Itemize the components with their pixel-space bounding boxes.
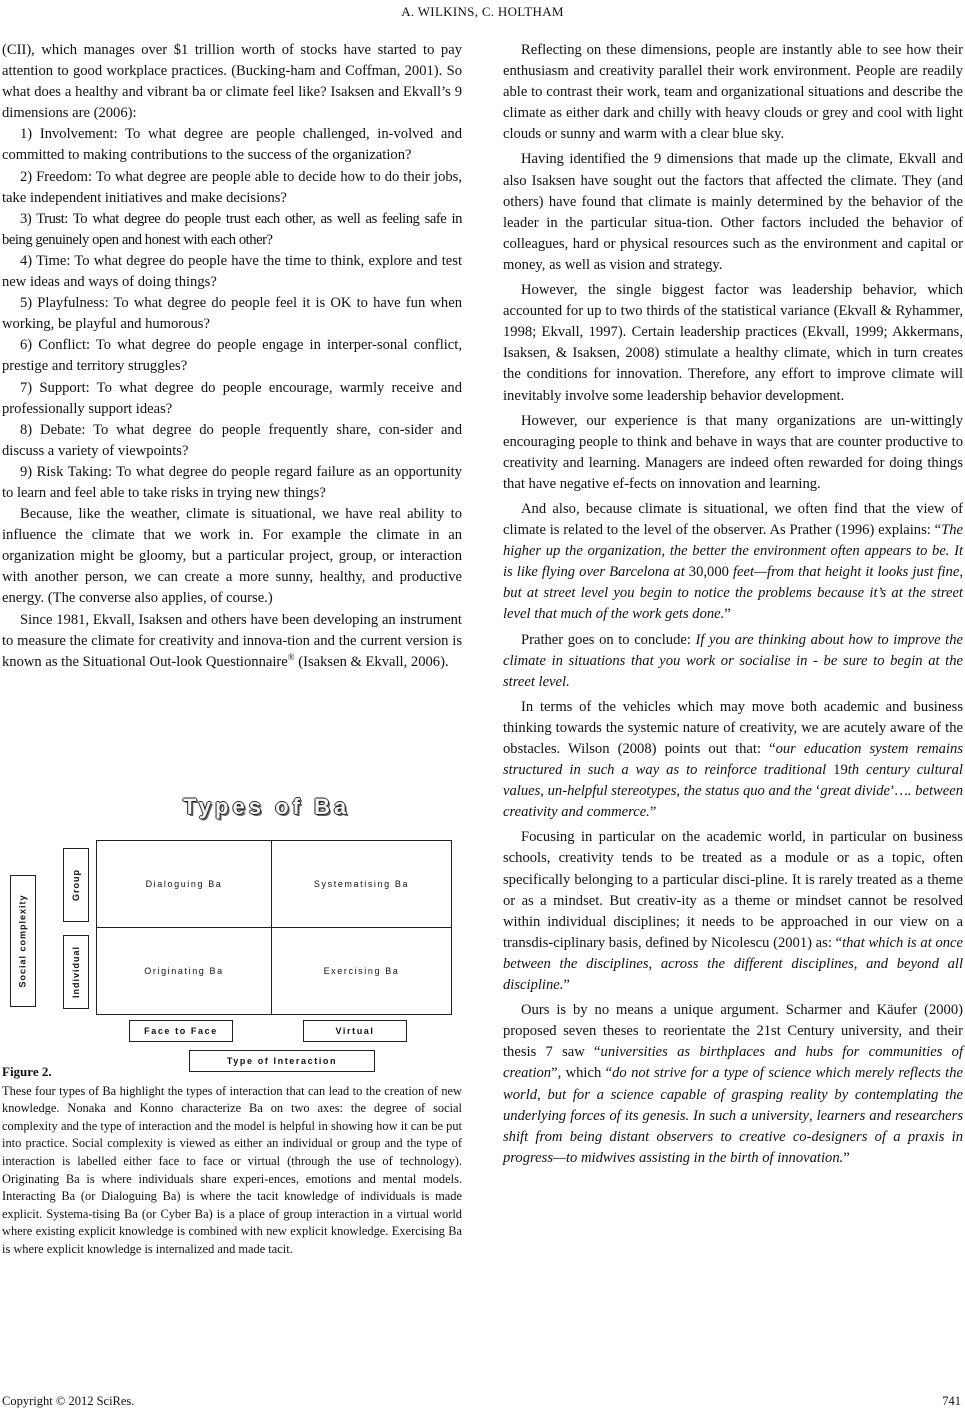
paragraph: 7) Support: To what degree do people encourage, warmly receive and professionally support ideas? xyxy=(2,379,462,417)
copyright-notice: Copyright © 2012 SciRes. xyxy=(2,1394,135,1408)
originating-ba-cell: Originating Ba xyxy=(144,966,224,976)
paragraph: 1) Involvement: To what degree are people challenged, in-volved and committed to making contributions to the success of the organization? xyxy=(2,126,462,164)
paragraph: And also, because climate is situational, we often find that the view of climate is related to the level of the observer. As Prather (1996) explains: “The higher up the organization, the better the environment often appears to be. It is like flying over Barcelona at 30,000 feet—from that height it looks just fine, but at street level you begin to notice the problems because it’s at the street level that much of the work gets done.” xyxy=(503,500,964,623)
page-number: 741 xyxy=(942,1394,961,1408)
paragraph: However, the single biggest factor was leadership behavior, which accounted for up to two thirds of the statistical variance (Ekvall & Ryhammer, 1998; Ekvall, 1997). Certain leadership practices (Ekvall, 1999; Akkermans, Isaksen, & Isaksen, 2008) stimulate a healthy climate, which in turn creates the conditions for innovation. Therefore, any effort to improve climate will inevitably involve some leadership behavior development. xyxy=(503,282,963,404)
paragraph: 4) Time: To what degree do people have the time to think, explore and test new ideas and ways of doing things? xyxy=(2,252,462,291)
paragraph: Focusing in particular on the academic world, in particular on business schools, creativity tends to be treated as a module or as a topic, often specifically belonging to a particular disci-pline. It is rarely treated as a theme or as a mindset. But creativ-ity as a theme or mindset cannot be resolved within individual disciplines; it needs to be approached in our view on a transdis-ciplinary basis, defined by Nicolescu (2001) as: “that which is at once between the disciplines, across the different disciplines, and beyond all discipline.” xyxy=(503,829,963,994)
paragraph: 9) Risk Taking: To what degree do people regard failure as an opportunity to learn and feel able to take risks in trying new things? xyxy=(2,463,462,501)
paragraph: 5) Playfulness: To what degree do people feel it is OK to have fun when working, be playful and humorous? xyxy=(2,295,462,333)
paragraph: 2) Freedom: To what degree are people able to decide how to do their jobs, take independent initiatives and make decisions? xyxy=(2,168,462,206)
virtual-label: Virtual xyxy=(303,1020,407,1042)
figure-title: Types of Ba xyxy=(183,794,351,819)
caption-title: Figure 2. xyxy=(2,1064,52,1079)
face-to-face-label: Face to Face xyxy=(129,1020,233,1042)
paragraph: However, our experience is that many organizations are un-wittingly encouraging people to think and behave in ways that are counter productive to creativity and learning. Managers are indeed often rewarded for doing things that have negative ef-fects on innovation and learning. xyxy=(503,412,963,492)
paragraph: Having identified the 9 dimensions that made up the climate, Ekvall and also Isaksen have sought out the factors that affected the climate. They (and others) have found that climate is mainly determined by the behavior of the leader in the particular situa-tion. Other factors included the behavior of colleagues, hard or physical resources such as the environment and capital or money, as well as vision and strategy. xyxy=(503,151,963,273)
paragraph: 3) Trust: To what degree do people trust each other, as well as feeling safe in being genuinely open and honest with each other? xyxy=(2,210,462,248)
type-of-interaction-label: Type of Interaction xyxy=(189,1050,375,1072)
text: (Isaksen & Ekvall, 2006). xyxy=(294,653,449,670)
figure-types-of-ba xyxy=(0,790,465,1066)
paragraph: In terms of the vehicles which may move both academic and business thinking towards the systemic nature of creativity, we are acutely aware of the obstacles. Wilson (2008) points out that: “our education system remains structured in such a way as to reinforce traditional 19th century cultural values, un-helpful stereotypes, the status quo and the ‘great divide’…. between creativity and commerce.” xyxy=(503,698,963,821)
paragraph: 6) Conflict: To what degree do people engage in interper-sonal conflict, prestige and territory struggles? xyxy=(2,337,462,375)
individual-label: Individual xyxy=(63,935,89,1009)
paragraph: (CII), which manages over $1 trillion worth of stocks have started to pay attention to good workplace practices. (Bucking-ham and Coffman, 2001). So what does a healthy and vibrant ba or climate feel like? Isaksen and Ekvall’s 9 dimensions are (2006): xyxy=(2,42,462,122)
registered-mark: ® xyxy=(287,651,295,662)
systematising-ba-cell: Systematising Ba xyxy=(313,879,410,889)
paragraph: Ours is by no means a unique argument. Scharmer and Käufer (2000) proposed seven theses to reorientate the 21st Century university, and their thesis 7 saw “universities as birthplaces and hubs for communities of creation”, which “do not strive for a type of science which merely reflects the world, but for a science capable of grasping reality by contemplating the underlying forces of its genesis. In such a university, learners and researchers shift from being distant observers to creative co-designers of a praxis in progress—to midwives assisting in the birth of innovation.” xyxy=(503,1002,964,1166)
paragraph xyxy=(2,610,462,673)
group-label: Group xyxy=(63,848,89,922)
paragraph: Because, like the weather, climate is situational, we have real ability to influence the climate that we work in. For example the climate in an organization might be gloomy, but a particular project, group, or interaction with another person, we can create a more sunny, healthy, and productive energy. (The converse also applies, of course.) xyxy=(2,506,462,607)
social-complexity-label: Social complexity xyxy=(10,875,36,1007)
dialoguing-ba-cell: Dialoguing Ba xyxy=(145,879,223,889)
caption-text: These four types of Ba highlight the types of interaction that can lead to the creation of new knowledge. Nonaka and Konno characterize Ba on two axes: the degree of social complexity and the type of interaction and the model is helpful in showing how it can be put into practice. Social complexity is viewed as either an individual or group and the type of interaction is labelled either face to face or virtual (through the use of technology). Originating Ba is where individuals share experi-ences, emotions and mental models. Interacting Ba (or Dialoguing Ba) is where the tacit knowledge of individuals is made explicit. Systema-tising Ba (or Cyber Ba) is a place of group interaction in a virtual world where existing explicit knowledge is combined with new explicit knowledge. Exercising Ba is where explicit knowledge is internalized and made tacit. xyxy=(2,1083,462,1256)
figure-caption xyxy=(2,1063,462,1259)
text: Since 1981, Ekvall, Isaksen and others have been developing an instrument to measure the climate for creativity and innova-tion and the current version is known as the Situational Out-look Questionnaire xyxy=(2,611,462,670)
paragraph: Reflecting on these dimensions, people are instantly able to see how their enthusiasm and creativity parallel their work environment. People are readily able to contrast their work, team and organizational situations and describe the climate as either dark and chilly with heavy clouds or grey and cool with light clouds or sunny and warm with a clear blue sky. xyxy=(503,42,963,143)
exercising-ba-cell: Exercising Ba xyxy=(323,966,400,976)
running-head: A. WILKINS, C. HOLTHAM xyxy=(401,4,564,19)
left-column xyxy=(2,40,462,673)
right-column xyxy=(503,40,963,1169)
paragraph: Prather goes on to conclude: If you are thinking about how to improve the climate in situations that you work or socialise in - be sure to begin at the street level. xyxy=(503,631,963,690)
paragraph: 8) Debate: To what degree do people frequently share, con-sider and discuss a variety of viewpoints? xyxy=(2,421,462,459)
